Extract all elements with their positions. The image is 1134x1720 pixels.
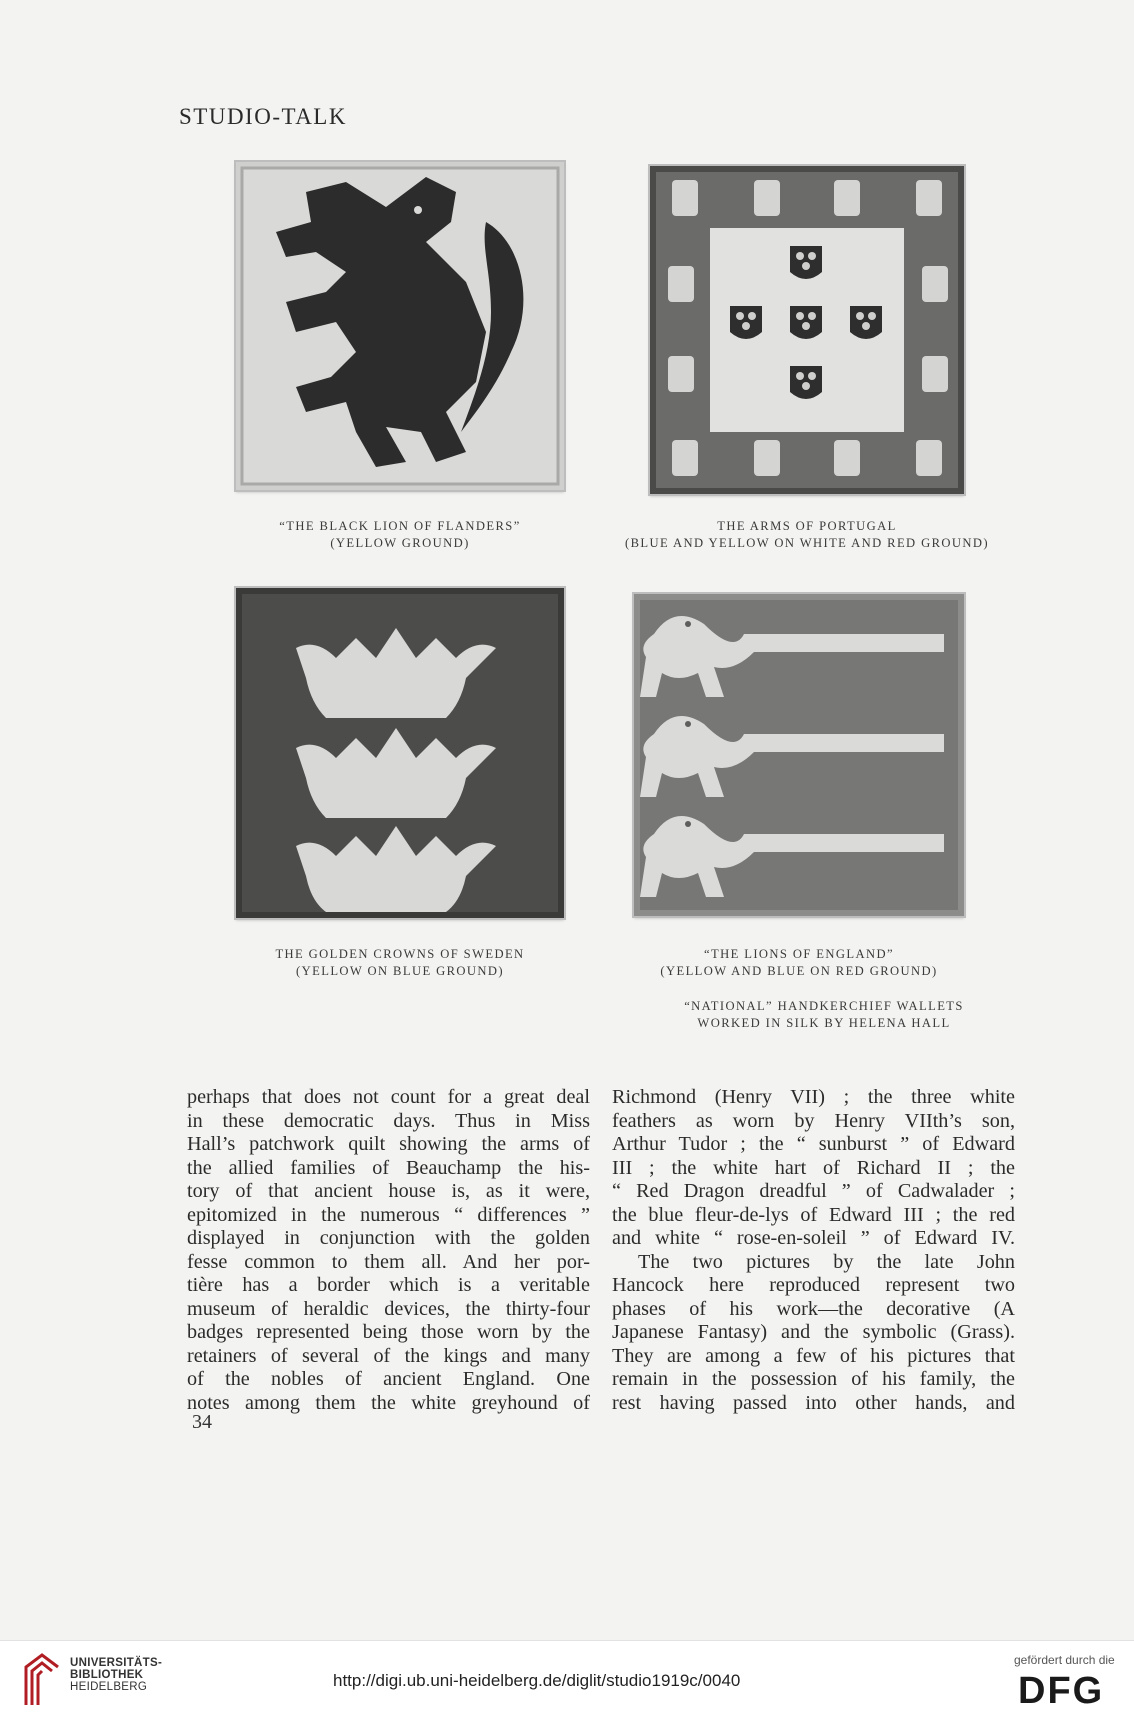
lions-of-england-image: [634, 594, 964, 916]
text-line: the allied families of Beauchamp the his-: [187, 1156, 590, 1179]
text-line: Hancock here reproduced represent two: [612, 1274, 1015, 1296]
dfg-logo-text: DFG: [1018, 1671, 1105, 1707]
caption-portugal: [612, 518, 1002, 552]
permalink-url[interactable]: http://digi.ub.uni-heidelberg.de/diglit/studio1919c/0040: [333, 1671, 741, 1690]
funded-by-label: gefördert durch die: [1014, 1653, 1115, 1667]
plate-credit-line2: WORKED IN SILK BY HELENA HALL: [697, 1016, 951, 1030]
text-line: phases of his work—the decorative (A: [612, 1297, 1015, 1320]
running-head: STUDIO-TALK: [179, 104, 347, 129]
text-line: “ Red Dragon dreadful ” of Cadwalader ;: [612, 1180, 1015, 1202]
text-line: Hall’s patchwork quilt showing the arms of: [187, 1133, 590, 1155]
text-line: epitomized in the numerous “ differences ”: [187, 1203, 590, 1226]
text-line: tory of that ancient house is, as it were,: [187, 1180, 590, 1202]
caption-portugal-ground: (BLUE AND YELLOW ON WHITE AND RED GROUND): [625, 536, 989, 550]
caption-sweden-ground: (YELLOW ON BLUE GROUND): [296, 964, 504, 978]
text-line: They are among a few of his pictures that: [612, 1344, 1015, 1367]
text-line: retainers of several of the kings and many: [187, 1344, 590, 1367]
library-name: [70, 1657, 162, 1693]
text-line: Japanese Fantasy) and the symbolic (Grass).: [612, 1321, 1015, 1343]
caption-sweden: [236, 946, 564, 980]
caption-flanders: [236, 518, 564, 552]
caption-flanders-ground: (YELLOW GROUND): [330, 536, 470, 550]
plate-crowns-of-sweden: [236, 588, 564, 918]
text-line: rest having passed into other hands, and: [612, 1391, 1015, 1414]
text-line: III ; the white hart of Richard II ; the: [612, 1156, 1015, 1179]
text-line: museum of heraldic devices, the thirty-four: [187, 1297, 590, 1320]
text-line: Richmond (Henry VII) ; the three white: [612, 1086, 1015, 1108]
crowns-group: [296, 628, 496, 912]
text-line: notes among them the white greyhound of: [187, 1391, 590, 1414]
text-line: of the nobles of ancient England. One: [187, 1368, 590, 1390]
caption-portugal-title: THE ARMS OF PORTUGAL: [717, 519, 897, 533]
caption-england-ground: (YELLOW AND BLUE ON RED GROUND): [660, 964, 938, 978]
arms-of-portugal-image: [650, 166, 964, 494]
text-line: The two pictures by the late John: [638, 1250, 1015, 1273]
text-line: perhaps that does not count for a great deal: [187, 1086, 590, 1108]
text-line: in these democratic days. Thus in Miss: [187, 1109, 590, 1132]
body-column-left: [187, 1086, 590, 1415]
text-line: and white “ rose-en-soleil ” of Edward IV.: [612, 1227, 1015, 1249]
body-column-right: [612, 1086, 1015, 1415]
text-line: remain in the possession of his family, the: [612, 1368, 1015, 1390]
text-line: tière has a border which is a veritable: [187, 1274, 590, 1296]
text-line: displayed in conjunction with the golden: [187, 1227, 590, 1249]
plate-arms-of-portugal: [650, 166, 964, 494]
text-line: fesse common to them all. And her por-: [187, 1250, 590, 1273]
viewer-footer: [0, 1640, 1134, 1720]
caption-england-title: “THE LIONS OF ENGLAND”: [704, 947, 894, 961]
ub-heidelberg-logo-icon: [22, 1651, 64, 1707]
plate-credit-line1: “NATIONAL” HANDKERCHIEF WALLETS: [684, 999, 964, 1013]
library-name-line3: HEIDELBERG: [70, 1681, 148, 1693]
caption-england: [634, 946, 964, 980]
plate-black-lion-of-flanders: [236, 162, 564, 490]
text-line: feathers as worn by Henry VIIth’s son,: [612, 1109, 1015, 1132]
caption-flanders-title: “THE BLACK LION OF FLANDERS”: [279, 519, 521, 533]
dfg-logo-icon: [1018, 1671, 1118, 1707]
crowns-of-sweden-image: [236, 588, 564, 918]
plate-lions-of-england: [634, 594, 964, 916]
lion-of-flanders-image: [236, 162, 564, 490]
text-line: the blue fleur-de-lys of Edward III ; the red: [612, 1203, 1015, 1226]
text-line: Arthur Tudor ; the “ sunburst ” of Edward: [612, 1133, 1015, 1155]
caption-sweden-title: THE GOLDEN CROWNS OF SWEDEN: [275, 947, 525, 961]
text-line: badges represented being those worn by the: [187, 1321, 590, 1343]
plate-credit: [664, 998, 984, 1032]
library-name-line2: BIBLIOTHEK: [70, 1669, 144, 1681]
page-number: 34: [192, 1411, 212, 1433]
library-name-line1: UNIVERSITÄTS-: [70, 1657, 163, 1669]
